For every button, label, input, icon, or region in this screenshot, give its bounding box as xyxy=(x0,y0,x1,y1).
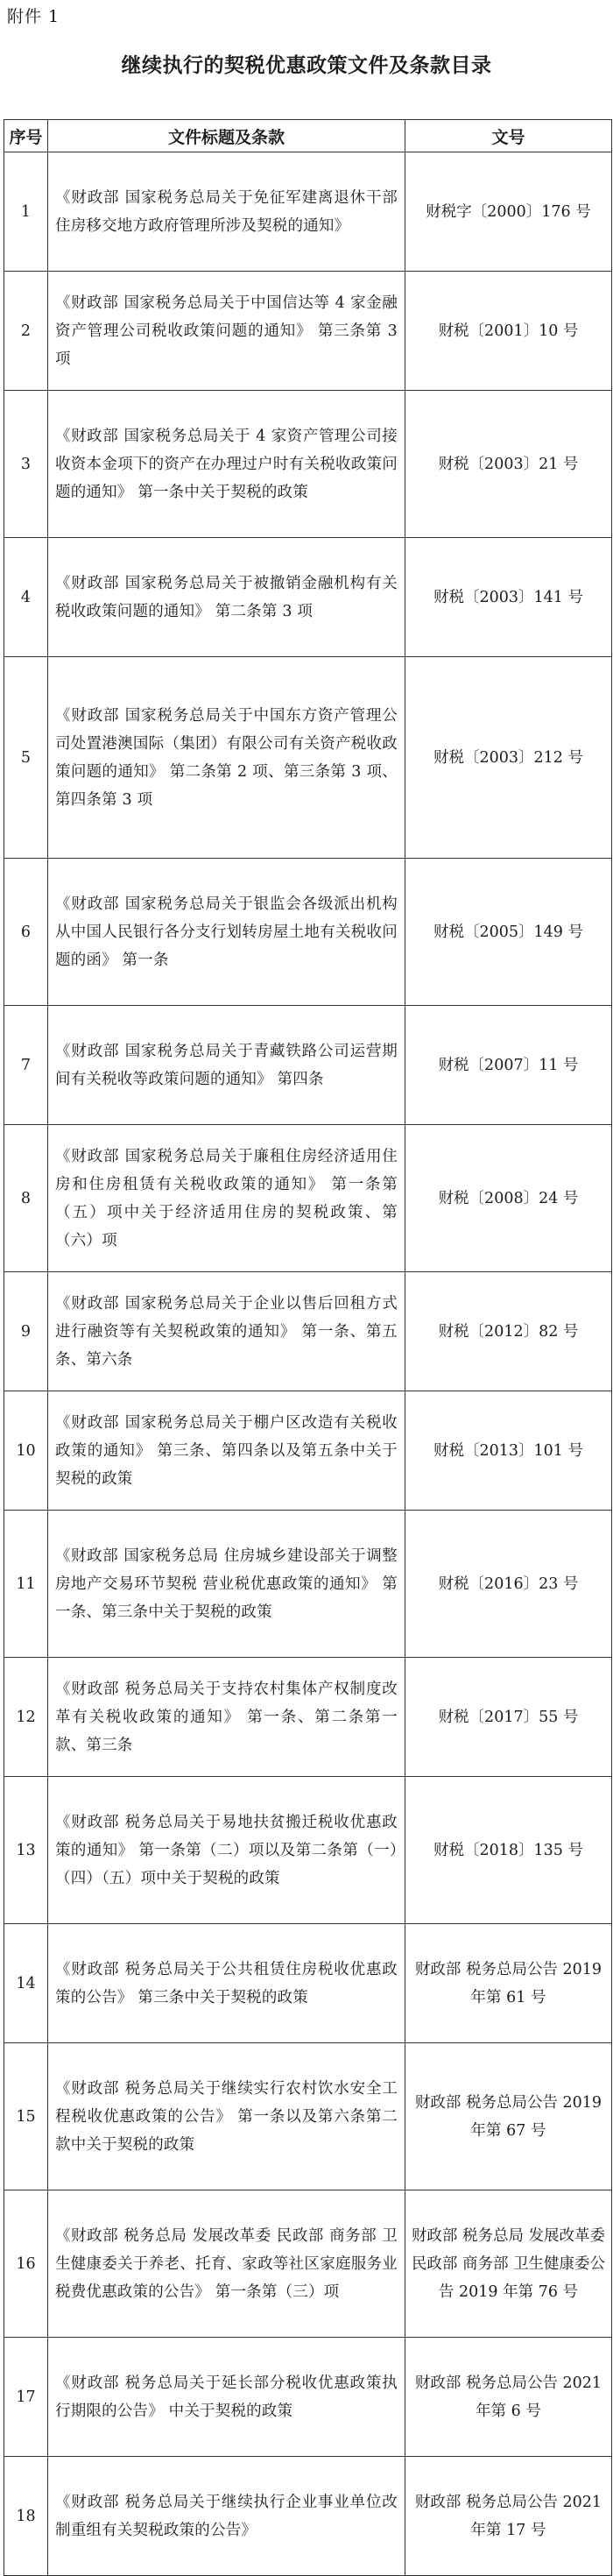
table-row xyxy=(4,2190,612,2338)
policy-catalog-table xyxy=(4,119,612,2576)
row-document-number: 财税〔2003〕21 号 xyxy=(405,391,612,538)
row-serial-number: 1 xyxy=(4,152,48,272)
table-row xyxy=(4,859,612,1006)
row-document-number: 财税〔2003〕141 号 xyxy=(405,538,612,657)
row-document-title: 《财政部 国家税务总局关于廉租住房经济适用住房和住房租赁有关税收政策的通知》 第一条第（五）项中关于经济适用住房的契税政策、第（六）项 xyxy=(48,1125,405,1272)
row-document-number: 财税〔2018〕135 号 xyxy=(405,1777,612,1924)
table-row xyxy=(4,2457,612,2576)
row-document-number: 财政部 税务总局公告 2021 年第 6 号 xyxy=(405,2338,612,2457)
row-serial-number: 3 xyxy=(4,391,48,538)
row-document-title: 《财政部 国家税务总局关于中国信达等 4 家金融资产管理公司税收政策问题的通知》 第三条第 3 项 xyxy=(48,272,405,391)
row-serial-number: 17 xyxy=(4,2338,48,2457)
row-document-number: 财税〔2007〕11 号 xyxy=(405,1006,612,1125)
row-serial-number: 18 xyxy=(4,2457,48,2576)
row-document-title: 《财政部 税务总局关于延长部分税收优惠政策执行期限的公告》 中关于契税的政策 xyxy=(48,2338,405,2457)
header-serial-number: 序号 xyxy=(4,120,48,152)
row-document-number: 财税〔2016〕23 号 xyxy=(405,1511,612,1658)
row-serial-number: 15 xyxy=(4,2043,48,2190)
table-row xyxy=(4,1511,612,1658)
row-serial-number: 6 xyxy=(4,859,48,1006)
row-document-title: 《财政部 税务总局关于继续执行企业事业单位改制重组有关契税政策的公告》 xyxy=(48,2457,405,2576)
table-row xyxy=(4,1658,612,1777)
row-document-title: 《财政部 税务总局关于易地扶贫搬迁税收优惠政策的通知》 第一条第（二）项以及第二条第（一）（四）（五）项中关于契税的政策 xyxy=(48,1777,405,1924)
row-document-number: 财税〔2013〕101 号 xyxy=(405,1391,612,1511)
row-document-title: 《财政部 国家税务总局关于被撤销金融机构有关税收政策问题的通知》 第二条第 3 项 xyxy=(48,538,405,657)
row-document-number: 财税〔2017〕55 号 xyxy=(405,1658,612,1777)
row-document-title: 《财政部 国家税务总局关于银监会各级派出机构从中国人民银行各分支行划转房屋土地有关税收问题的函》 第一条 xyxy=(48,859,405,1006)
row-document-title: 《财政部 税务总局 发展改革委 民政部 商务部 卫生健康委关于养老、托育、家政等社区家庭服务业税费优惠政策的公告》 第一条第（三）项 xyxy=(48,2190,405,2338)
table-row xyxy=(4,1924,612,2043)
table-row xyxy=(4,272,612,391)
table-row xyxy=(4,1006,612,1125)
row-document-number: 财税〔2012〕82 号 xyxy=(405,1272,612,1391)
attachment-label: 附件 1 xyxy=(7,7,60,26)
row-document-number: 财税〔2003〕212 号 xyxy=(405,657,612,859)
table-row xyxy=(4,1272,612,1391)
table-row xyxy=(4,538,612,657)
row-serial-number: 10 xyxy=(4,1391,48,1511)
row-document-number: 财税〔2008〕24 号 xyxy=(405,1125,612,1272)
row-document-title: 《财政部 国家税务总局关于 4 家资产管理公司接收资本金项下的资产在办理过户时有关税收政策问题的通知》 第一条中关于契税的政策 xyxy=(48,391,405,538)
row-serial-number: 11 xyxy=(4,1511,48,1658)
row-document-title: 《财政部 税务总局关于支持农村集体产权制度改革有关税收政策的通知》 第一条、第二条第一款、第三条 xyxy=(48,1658,405,1777)
row-document-title: 《财政部 国家税务总局关于企业以售后回租方式进行融资等有关契税政策的通知》 第一条、第五条、第六条 xyxy=(48,1272,405,1391)
table-row xyxy=(4,657,612,859)
table-row xyxy=(4,2338,612,2457)
row-document-title: 《财政部 国家税务总局关于免征军建离退休干部住房移交地方政府管理所涉及契税的通知》 xyxy=(48,152,405,272)
header-document-number: 文号 xyxy=(405,120,612,152)
row-serial-number: 12 xyxy=(4,1658,48,1777)
row-document-number: 财政部 税务总局公告 2019 年第 67 号 xyxy=(405,2043,612,2190)
header-document-title: 文件标题及条款 xyxy=(48,120,405,152)
row-document-number: 财税〔2005〕149 号 xyxy=(405,859,612,1006)
row-serial-number: 5 xyxy=(4,657,48,859)
document-title: 继续执行的契税优惠政策文件及条款目录 xyxy=(121,53,492,77)
row-serial-number: 7 xyxy=(4,1006,48,1125)
row-document-title: 《财政部 税务总局关于继续实行农村饮水安全工程税收优惠政策的公告》 第一条以及第六条第二款中关于契税的政策 xyxy=(48,2043,405,2190)
row-document-number: 财政部 税务总局 发展改革委 民政部 商务部 卫生健康委公告 2019 年第 76 号 xyxy=(405,2190,612,2338)
table-row xyxy=(4,1125,612,1272)
table-row xyxy=(4,2043,612,2190)
row-document-title: 《财政部 国家税务总局关于青藏铁路公司运营期间有关税收等政策问题的通知》 第四条 xyxy=(48,1006,405,1125)
row-document-number: 财税字〔2000〕176 号 xyxy=(405,152,612,272)
row-document-title: 《财政部 国家税务总局关于棚户区改造有关税收政策的通知》 第三条、第四条以及第五条中关于契税的政策 xyxy=(48,1391,405,1511)
row-document-title: 《财政部 国家税务总局关于中国东方资产管理公司处置港澳国际（集团）有限公司有关资产税收政策问题的通知》 第二条第 2 项、第三条第 3 项、第四条第 3 项 xyxy=(48,657,405,859)
row-document-title: 《财政部 国家税务总局 住房城乡建设部关于调整房地产交易环节契税 营业税优惠政策的通知》 第一条、第三条中关于契税的政策 xyxy=(48,1511,405,1658)
table-row xyxy=(4,1391,612,1511)
table-header-row xyxy=(4,120,612,152)
row-document-number: 财政部 税务总局公告 2021 年第 17 号 xyxy=(405,2457,612,2576)
row-document-number: 财政部 税务总局公告 2019 年第 61 号 xyxy=(405,1924,612,2043)
row-serial-number: 13 xyxy=(4,1777,48,1924)
table-row xyxy=(4,391,612,538)
row-document-number: 财税〔2001〕10 号 xyxy=(405,272,612,391)
table-body xyxy=(4,152,612,2576)
row-serial-number: 8 xyxy=(4,1125,48,1272)
table-row xyxy=(4,152,612,272)
row-document-title: 《财政部 税务总局关于公共租赁住房税收优惠政策的公告》 第三条中关于契税的政策 xyxy=(48,1924,405,2043)
table-row xyxy=(4,1777,612,1924)
row-serial-number: 4 xyxy=(4,538,48,657)
row-serial-number: 2 xyxy=(4,272,48,391)
row-serial-number: 9 xyxy=(4,1272,48,1391)
row-serial-number: 14 xyxy=(4,1924,48,2043)
row-serial-number: 16 xyxy=(4,2190,48,2338)
